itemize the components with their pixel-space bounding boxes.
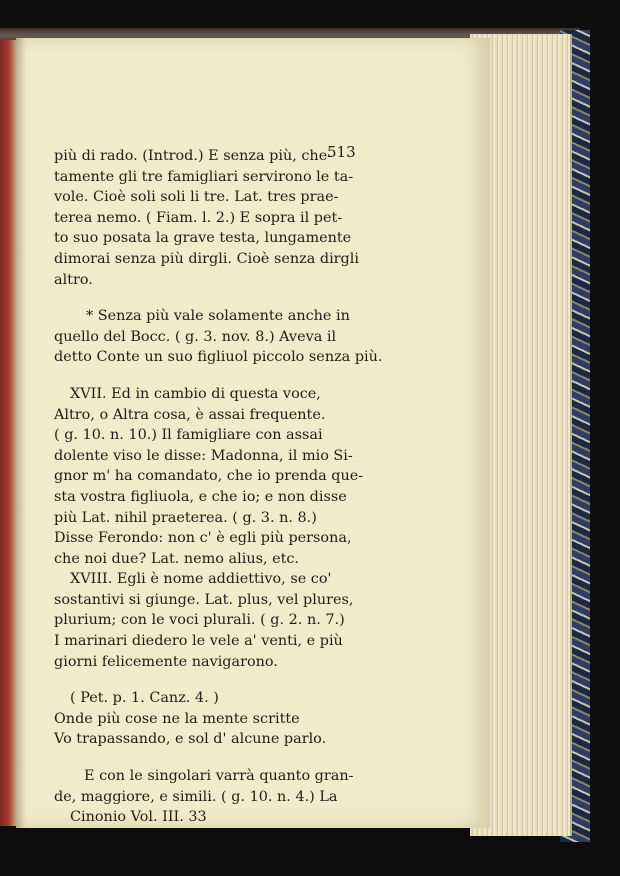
text-line: terea nemo. ( Fiam. l. 2.) E sopra il pet- [54,209,343,226]
text-line: to suo posata la grave testa, lungamente [54,230,352,247]
page-gutter-shadow [16,38,26,828]
section-xvii-line: XVII. Ed in cambio di questa voce, [70,385,321,402]
footnote-line: quello del Bocc. ( g. 3. nov. 8.) Aveva il [54,328,337,345]
page-number: 513 [327,143,356,161]
section-xviii-line: giorni felicemente navigarono. [54,653,278,670]
quote-verse: Vo trapassando, e sol d' alcune parlo. [54,731,327,748]
section-xviii-line: I marinari diedero le vele a' venti, e più [54,633,343,650]
signature-line: Cinonio Vol. III. 33 [70,809,207,826]
section-xvii-line: che noi due? Lat. nemo alius, etc. [54,550,300,567]
text-line: altro. [54,271,93,288]
section-xvii-line: gnor m' ha comandato, che io prenda que- [54,468,364,485]
section-xviii-line: XVIII. Egli è nome addiettivo, se co' [70,571,332,588]
section-xviii-line: sostantivi si giunge. Lat. plus, vel plures, [54,591,354,608]
quote-verse: Onde più cose ne la mente scritte [54,710,300,727]
page-text [54,146,383,828]
closing-line: E con le singolari varrà quanto gran- [84,768,354,785]
section-xviii-line: plurium; con le voci plurali. ( g. 2. n. 7.) [54,612,345,629]
text-line: vole. Cioè soli soli li tre. Lat. tres prae- [54,189,339,206]
text-line: tamente gli tre famigliari servirono le ta- [54,168,354,185]
section-xvii-line: Altro, o Altra cosa, è assai frequente. [54,406,326,423]
section-xvii-line: ( g. 10. n. 10.) Il famigliare con assai [54,427,323,444]
closing-line: de, maggiore, e simili. ( g. 10. n. 4.) La [54,788,338,805]
quote-reference: ( Pet. p. 1. Canz. 4. ) [70,690,219,707]
section-xvii-line: dolente viso le disse: Madonna, il mio Si- [54,447,353,464]
text-line: dimorai senza più dirgli. Cioè senza dirgli [54,250,359,267]
text-line: più di rado. (Introd.) E senza più, che- [54,148,333,164]
section-xvii-line: più Lat. nihil praeterea. ( g. 3. n. 8.) [54,509,317,526]
footnote-line: * Senza più vale solamente anche in [86,308,350,325]
footnote-line: detto Conte un suo figliuol piccolo senza più. [54,349,383,366]
section-xvii-line: sta vostra figliuola, e che io; e non disse [54,488,347,505]
section-xvii-line: Disse Ferondo: non c' è egli più persona, [54,530,352,547]
